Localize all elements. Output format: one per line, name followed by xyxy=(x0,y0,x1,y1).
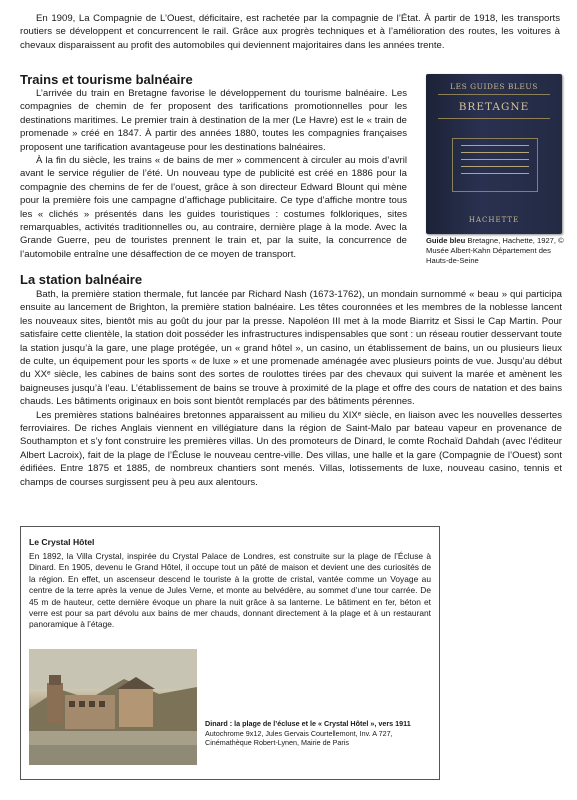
section-trains-body xyxy=(20,87,407,261)
section-heading-trains: Trains et tourisme balnéaire xyxy=(20,72,193,87)
station-paragraph-1: Bath, la première station thermale, fut lancée par Richard Nash (1673-1762), un mondain surnommé « beau » qui participa ensuite au lancement de Brighton, la première station balnéaire. Les têtes couronnées et les membres de la noblesse lancent les nouveaux sites, bientôt mis au goût du jour par la presse. Napoléon III met à la mode Biarritz et Sissi le Cap Martin. Pour satisfaire cette clientèle, la station doit posséder les infrastructures indispensables que sont : un réseau routier desservant toute la station jusqu’à la gare, une plage protégée, un « grand hôtel », un casino, un établissement de bains, un ou plusieurs lieux de culte, un équipement pour les sports « de luxe » et une promenade aménagée avec plusieurs points de vue. Jusqu’au début du XXᵉ siècle, les cabines de bains sont des sortes de roulottes tirées par des chevaux qui suivent la marée et amènent les baigneuses jusqu’à l’eau. L’établissement de bains se trouve à proximité de la plage et offre des cours de natation et des bains chauds. Les bâtiments originaux en bois sont bientôt remplacés par des bâtiments pérennes. xyxy=(20,289,562,408)
book-rule xyxy=(438,94,550,95)
book-title-text: BRETAGNE xyxy=(458,101,530,113)
photo-caption-text: Autochrome 9x12, Jules Gervais Courtellemont, Inv. A 727, Cinémathèque Robert-Lynen, Mairie de Paris xyxy=(205,728,393,748)
station-paragraph-2: Les premières stations balnéaires bretonnes apparaissent au milieu du XIXᵉ siècle, en liaison avec les nouvelles dessertes ferroviaires. De riches Anglais viennent en villégiature dans la région de Saint-Malo par bateau vapeur en provenance de Southampton et s’y font construire les premières villas. Un des promoteurs de Dinard, le comte Rochaïd Dahdah (avec l’éditeur Albert Lacroix), fait de la plage de l’Écluse le nouveau centre-ville. Des villas, une halle et la gare (Compagnie de l’Ouest) sont édifiées. Entre 1875 et 1885, de nombreux chantiers sont menés. Villas, lotissements de luxe, nouveau casino, tennis et champs de courses surgissent peu à peu aux alentours. xyxy=(20,409,562,488)
book-rule xyxy=(438,118,550,119)
box-title: Le Crystal Hôtel xyxy=(29,537,95,547)
crystal-hotel-illustration xyxy=(29,649,197,765)
guide-bleu-book-image xyxy=(426,74,562,234)
book-publisher-text: HACHETTE xyxy=(468,216,520,224)
trains-paragraph-1: L’arrivée du train en Bretagne favorise le développement du tourisme balnéaire. Les compagnies de chemin de fer proposent des tarifications promotionnelles pour les destinations maritimes. Le premier train à destination de la mer (Le Havre) est le « train de promenade » créé en 1847. À partir des années 1880, toutes les compagnies françaises proposent une tarification avantageuse pour les destinations balnéaires. xyxy=(20,88,407,153)
box-text: En 1892, la Villa Crystal, inspirée du Crystal Palace de Londres, est construite sur la plage de l’Écluse à Dinard. En 1905, devenu le Grand Hôtel, il occupe tout un pâté de maison et devient une des curiosités de la région. En effet, un ascenseur descend le touriste à la grotte de cristal, vantée comme un Voyage au centre de la terre après la venue de Jules Verne, et monte au belvédère, au sommet d’une tour carrée. De 45 m de hauteur, cette dernière évoque un phare la nuit grâce à sa lanterne. Le bâtiment en fer, béton et verre est pour sa part dévolu aux bains de mer chauds, donnant directement à la plage et à un restaurant panoramique à l’étage. xyxy=(29,551,431,630)
photo-caption-bold: Dinard : la plage de l’écluse et le « Crystal Hôtel », vers 1911 xyxy=(205,719,411,728)
book-cover-plate xyxy=(452,138,538,192)
crystal-hotel-box xyxy=(20,526,440,780)
book-caption-bold: Guide bleu xyxy=(426,236,466,245)
photo-caption xyxy=(205,719,435,748)
section-station-body xyxy=(20,288,562,489)
book-caption xyxy=(426,236,566,265)
crystal-hotel-photo xyxy=(29,649,197,765)
trains-paragraph-2: À la fin du siècle, les trains « de bains de mer » commencent à circuler au mois d’avril avant le service régulier de l’été. Un nouveau type de publicité est créé en 1886 pour la compagnie des chemins de fer de l’ouest, grâce à son directeur Edward Blount qui mène pour la première fois une campagne d’affichage publicitaire. Ce type d’affiche montre tous les « clichés » présentés dans les guides touristiques : costumes folkloriques, sites remarquables, activités traditionnelles ou, au contraire, dernière plage à la mode. Avec la Grande Guerre, peu de touristes prennent le train et, par la suite, la concurrence de l’automobile entraîne une désaffection de ce moyen de transport. xyxy=(20,155,407,260)
book-caption-text: Bretagne, Hachette, 1927, © Musée Albert-Kahn Département des Hauts-de-Seine xyxy=(426,236,564,265)
section-heading-station: La station balnéaire xyxy=(20,272,143,287)
intro-paragraph: En 1909, La Compagnie de L’Ouest, déficitaire, est rachetée par la compagnie de l’État. À partir de 1918, les transports routiers se développent et concurrencent le rail. Grâce aux progrès techniques et à l’amélioration des routes, les voitures à chevaux disparaissent au profit des automobiles qui deviennent majoritaires dans les années trente. xyxy=(20,13,560,51)
book-series-text: LES GUIDES BLEUS xyxy=(450,82,538,91)
